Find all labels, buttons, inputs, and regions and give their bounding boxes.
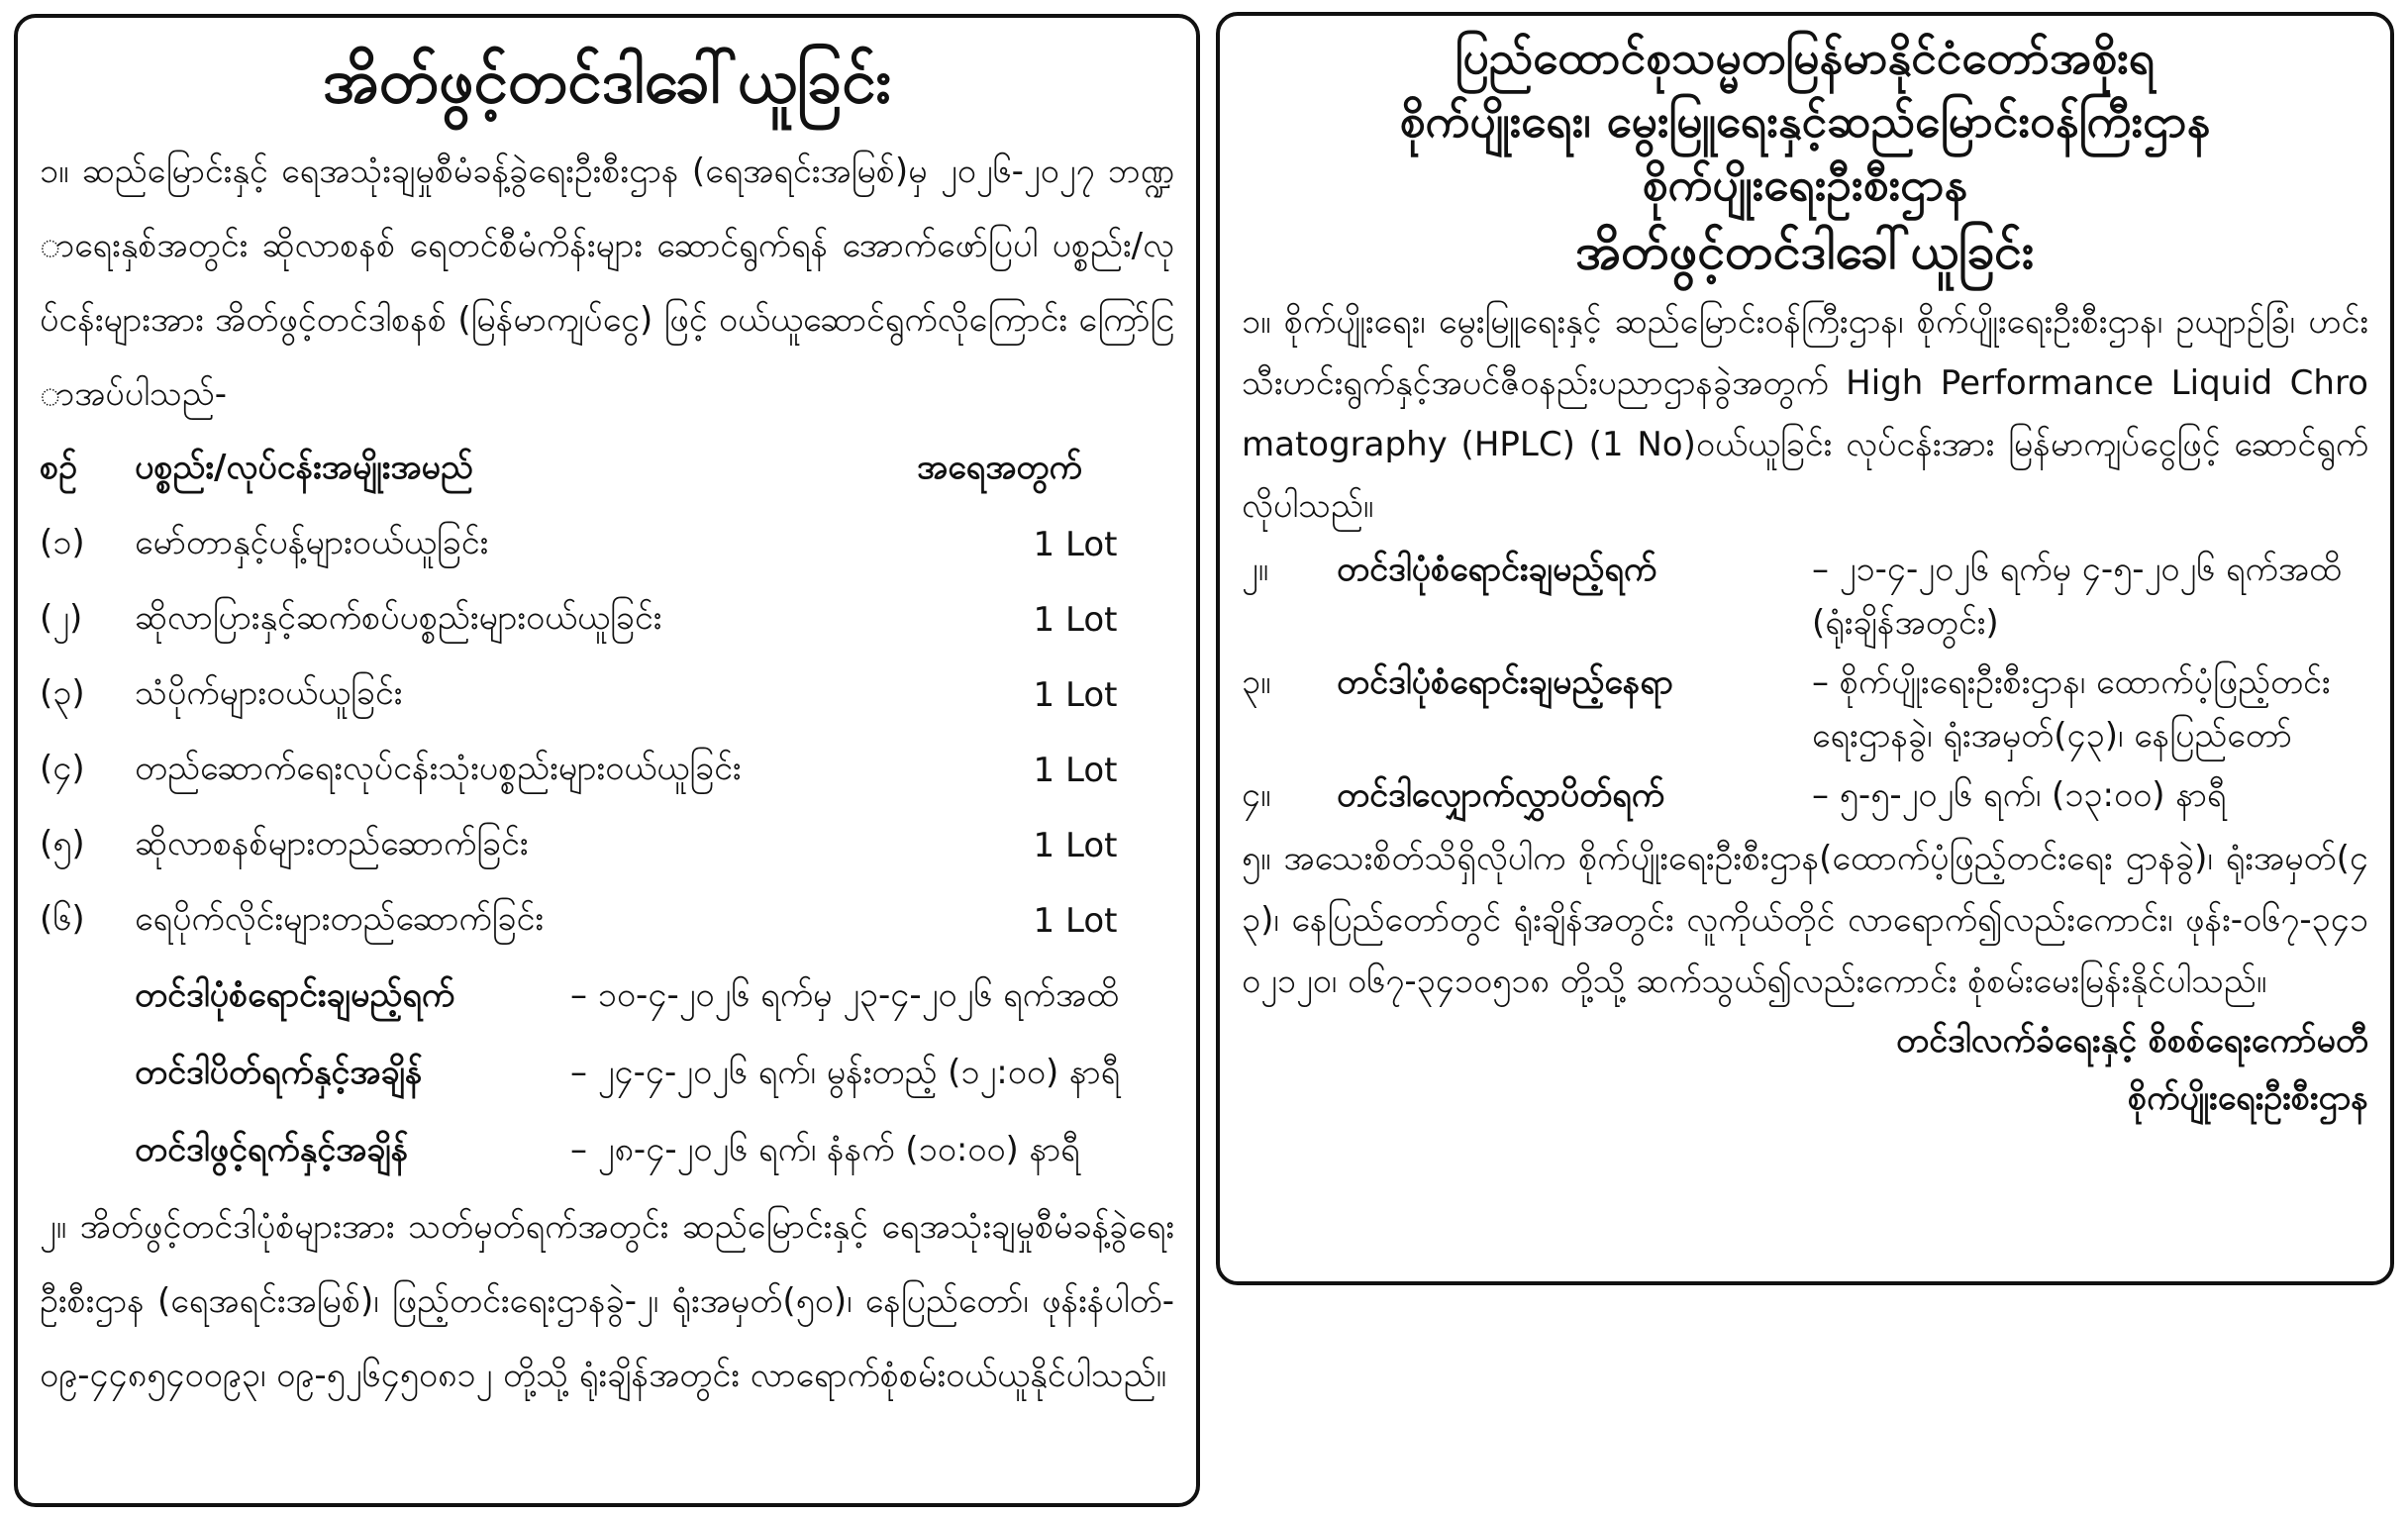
- schedule-label: တင်ဒါဖွင့်ရက်နှင့်အချိန်: [135, 1129, 409, 1169]
- schedule-value: – ၂၄-၄-၂၀၂၆ ရက်၊ မွန်းတည့် (၁၂:၀၀) နာရီ: [570, 1052, 1121, 1092]
- government-header: ပြည်ထောင်စုသမ္မတမြန်မာနိုင်ငံတော်အစိုးရ: [1455, 31, 2156, 84]
- schedule-row: [40, 959, 1174, 1036]
- right-notice-paragraph-5: ၅။ အသေးစိတ်သိရှိလိုပါက စိုက်ပျိုးရေးဦးစီးဌာန(ထောက်ပံ့ဖြည့်တင်းရေး ဌာနခွဲ)၊ ရုံးအမှတ်(၄၃)၊ နေပြည်တော်တွင် ရုံးချိန်အတွင်း လူကိုယ်တိုင် လာရောက်၍လည်းကောင်း၊ ဖုန်း-၀၆၇-၃၄၁၀၂၁၂၀၊ ၀၆၇-၃၄၁၀၅၁၈ တို့သို့ ဆက်သွယ်၍လည်းကောင်း စုံစမ်းမေးမြန်းနိုင်ပါသည်။: [1242, 839, 2368, 1001]
- right-notice-title: အိတ်ဖွင့်တင်ဒါခေါ်ယူခြင်း: [1575, 223, 2035, 280]
- row-desc: သံပိုက်များဝယ်ယူခြင်း: [135, 672, 403, 713]
- col-header-no: စဉ်: [40, 447, 77, 487]
- left-notice-paragraph-2: ၂။ အိတ်ဖွင့်တင်ဒါပုံစံများအား သတ်မှတ်ရက်အတွင်း ဆည်မြောင်းနှင့် ရေအသုံးချမှုစီမံခန့်ခွဲရေးဦးစီးဌာန (ရေအရင်းအမြစ်)၊ ဖြည့်တင်းရေးဌာနခွဲ-၂၊ ရုံးအမှတ်(၅၀)၊ နေပြည်တော်၊ ဖုန်းနံပါတ်-၀၉-၄၄၈၅၄၀၀၉၃၊ ၀၉-၅၂၆၄၅၀၈၁၂ တို့သို့ ရုံးချိန်အတွင်း လာရောက်စုံစမ်းဝယ်ယူနိုင်ပါသည်။: [40, 1207, 1174, 1395]
- notice-item: [1242, 543, 2368, 650]
- department-header: စိုက်ပျိုးရေးဦးစီးဌာန: [1642, 157, 1968, 211]
- schedule-label: တင်ဒါပိတ်ရက်နှင့်အချိန်: [135, 1052, 423, 1092]
- row-qty: 1 Lot: [1033, 600, 1118, 640]
- item-label: တင်ဒါပုံစံရောင်းချမည့်နေရာ: [1337, 662, 1673, 702]
- table-row: [40, 582, 1174, 657]
- schedule-row: [40, 1036, 1174, 1113]
- row-qty: 1 Lot: [1033, 751, 1118, 790]
- row-desc: ရေပိုက်လိုင်းများတည်ဆောက်ခြင်း: [135, 898, 544, 939]
- row-no: (၁): [40, 522, 85, 562]
- item-number: ၂။: [1242, 550, 1268, 589]
- row-desc: ဆိုလာပြားနှင့်ဆက်စပ်ပစ္စည်းများဝယ်ယူခြင်း: [135, 597, 662, 638]
- schedule-label: တင်ဒါပုံစံရောင်းချမည့်ရက်: [135, 974, 455, 1015]
- item-value: – ၅-၅-၂၀၂၆ ရက်၊ (၁၃:၀၀) နာရီ: [1812, 775, 2227, 815]
- row-no: (၃): [40, 672, 85, 713]
- item-label: တင်ဒါလျှောက်လွှာပိတ်ရက်: [1337, 775, 1665, 815]
- table-row: [40, 883, 1174, 959]
- ministry-header: စိုက်ပျိုးရေး၊ မွေးမြူရေးနှင့်ဆည်မြောင်းဝန်ကြီးဌာန: [1399, 94, 2211, 148]
- notice-item: [1242, 656, 2368, 762]
- left-tender-notice: [14, 14, 1200, 1507]
- table-row: [40, 733, 1174, 808]
- table-row: [40, 808, 1174, 883]
- signature-committee: တင်ဒါလက်ခံရေးနှင့် စိစစ်ရေးကော်မတီ: [1896, 1021, 2368, 1061]
- item-label: တင်ဒါပုံစံရောင်းချမည့်ရက်: [1337, 550, 1657, 589]
- row-no: (၂): [40, 597, 83, 638]
- row-no: (၄): [40, 748, 85, 788]
- row-qty: 1 Lot: [1033, 826, 1118, 865]
- col-header-desc: ပစ္စည်း/လုပ်ငန်းအမျိုးအမည်: [135, 447, 473, 487]
- row-qty: 1 Lot: [1033, 901, 1118, 941]
- row-qty: 1 Lot: [1033, 675, 1118, 715]
- signature-department: စိုက်ပျိုးရေးဦးစီးဌာန: [2128, 1078, 2368, 1118]
- schedule-value: – ၁၀-၄-၂၀၂၆ ရက်မှ ၂၃-၄-၂၀၂၆ ရက်အထိ: [570, 974, 1120, 1015]
- row-no: (၅): [40, 823, 85, 863]
- item-number: ၃။: [1242, 662, 1271, 702]
- table-row: [40, 507, 1174, 582]
- left-notice-title: အိတ်ဖွင့်တင်ဒါခေါ်ယူခြင်း: [322, 45, 892, 117]
- row-qty: 1 Lot: [1033, 525, 1118, 564]
- row-desc: ဆိုလာစနစ်များတည်ဆောက်ခြင်း: [135, 823, 529, 863]
- right-tender-notice: [1216, 12, 2394, 1285]
- schedule-row: [40, 1113, 1174, 1190]
- items-table-header: [40, 432, 1174, 507]
- item-value: – ၂၁-၄-၂၀၂၆ ရက်မှ ၄-၅-၂၀၂၆ ရက်အထိ (ရုံးချိန်အတွင်း): [1812, 550, 2342, 643]
- table-row: [40, 657, 1174, 733]
- row-no: (၆): [40, 898, 85, 939]
- notice-item: [1242, 768, 2368, 822]
- row-desc: တည်ဆောက်ရေးလုပ်ငန်းသုံးပစ္စည်းများဝယ်ယူခြင်း: [135, 748, 742, 788]
- row-desc: မော်တာနှင့်ပန့်များဝယ်ယူခြင်း: [135, 522, 489, 562]
- item-number: ၄။: [1242, 775, 1271, 815]
- schedule-value: – ၂၈-၄-၂၀၂၆ ရက်၊ နံနက် (၁၀:၀၀) နာရီ: [570, 1129, 1080, 1169]
- left-notice-paragraph-1: ၁။ ဆည်မြောင်းနှင့် ရေအသုံးချမှုစီမံခန့်ခွဲရေးဦးစီးဌာန (ရေအရင်းအမြစ်)မှ ၂၀၂၆-၂၀၂၇ ဘဏ္ဍာရေးနှစ်အတွင်း ဆိုလာစနစ် ရေတင်စီမံကိန်းများ ဆောင်ရွက်ရန် အောက်ဖော်ပြပါ ပစ္စည်း/လုပ်ငန်းများအား အိတ်ဖွင့်တင်ဒါစနစ် (မြန်မာကျပ်ငွေ) ဖြင့် ဝယ်ယူဆောင်ရွက်လိုကြောင်း ကြော်ငြာအပ်ပါသည်-: [40, 152, 1174, 414]
- right-notice-paragraph-1: ၁။ စိုက်ပျိုးရေး၊ မွေးမြူရေးနှင့် ဆည်မြောင်းဝန်ကြီးဌာန၊ စိုက်ပျိုးရေးဦးစီးဌာန၊ ဥယျာဉ်ခြံ၊ ဟင်းသီးဟင်းရွက်နှင့်အပင်ဇီဝနည်းပညာဌာနခွဲအတွက် High Performance Liquid Chromatography (HPLC) (1 No)ဝယ်ယူခြင်း လုပ်ငန်းအား မြန်မာကျပ်ငွေဖြင့် ဆောင်ရွက်လိုပါသည်။: [1242, 302, 2368, 526]
- col-header-qty: အရေအတွက်: [917, 447, 1082, 487]
- item-value: – စိုက်ပျိုးရေးဦးစီးဌာန၊ ထောက်ပံ့ဖြည့်တင်းရေးဌာနခွဲ၊ ရုံးအမှတ်(၄၃)၊ နေပြည်တော်: [1812, 662, 2331, 756]
